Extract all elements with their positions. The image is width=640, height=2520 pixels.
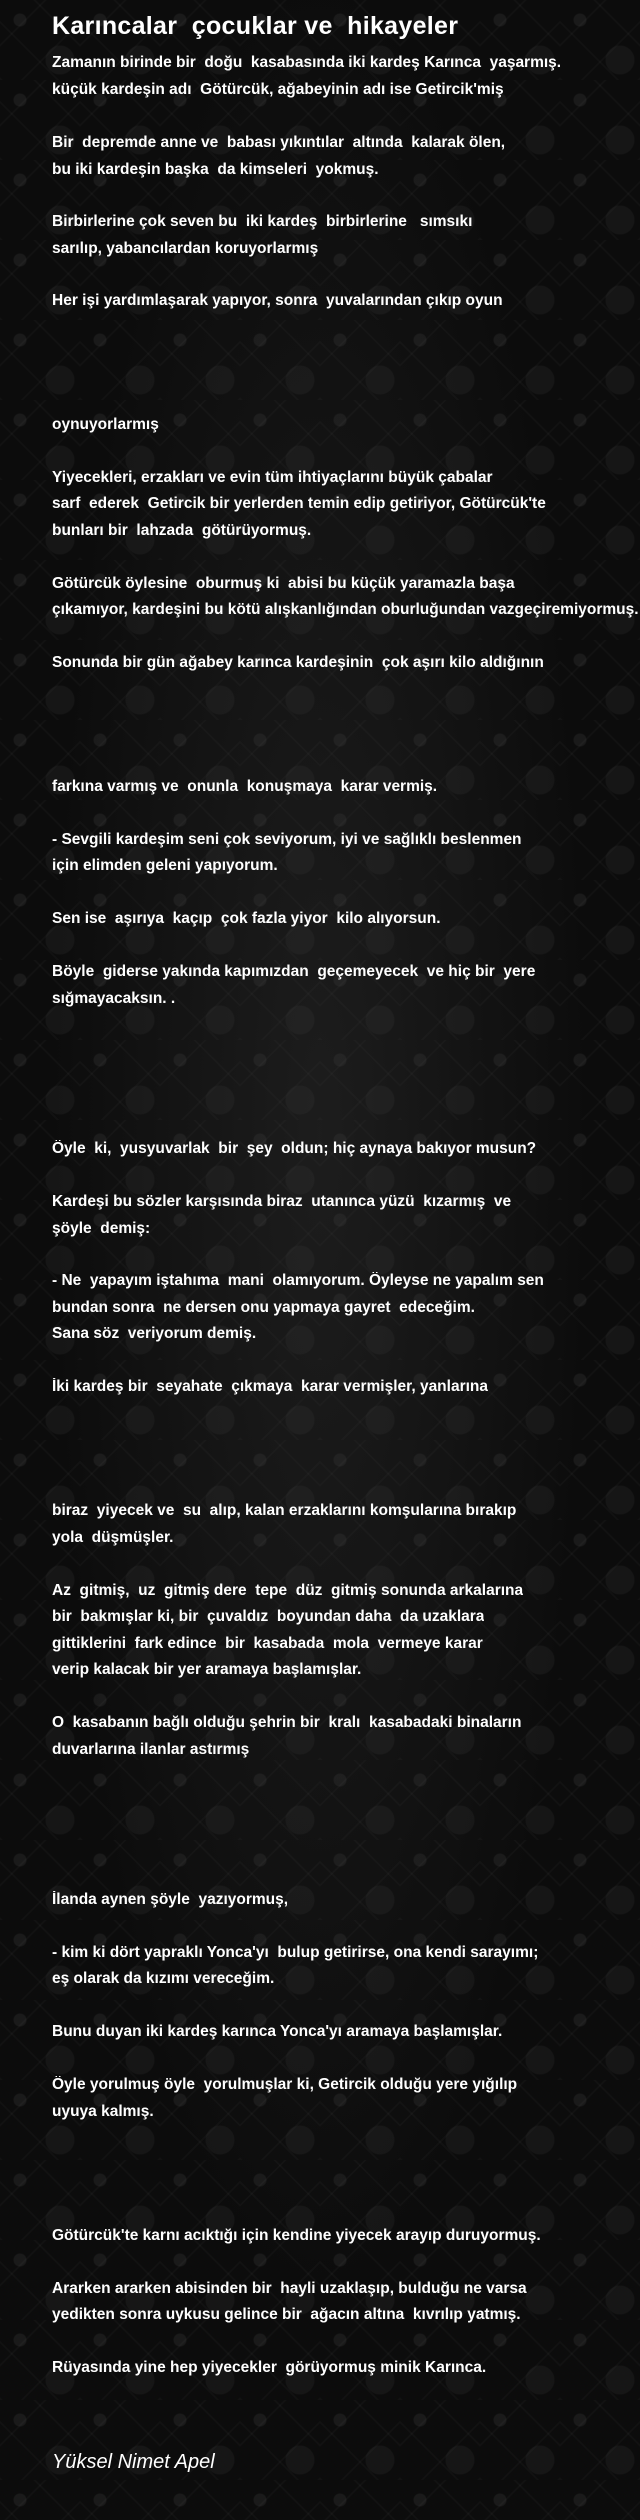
poem-line: sarılıp, yabancılardan koruyorlarmış: [52, 240, 319, 257]
poem-line: sarf ederek Getircik bir yerlerden temin edip getiriyor, Götürcük'te: [52, 495, 546, 512]
poem-line: uyuya kalmış.: [52, 2103, 154, 2120]
poem-line: sığmayacaksın. .: [52, 990, 176, 1007]
poem-line: Öyle yorulmuş öyle yorulmuşlar ki, Getircik olduğu yere yığılıp: [52, 2076, 518, 2093]
poem-line: Öyle ki, yusyuvarlak bir şey oldun; hiç aynaya bakıyor musun?: [52, 1140, 537, 1157]
poem-line: Sana söz veriyorum demiş.: [52, 1325, 257, 1342]
poem-line: - Ne yapayım iştahıma mani olamıyorum. Öyleyse ne yapalım sen: [52, 1272, 544, 1289]
poem-line: için elimden geleni yapıyorum.: [52, 857, 278, 874]
author-name: Yüksel Nimet Apel: [52, 2451, 215, 2473]
poem-line: İlanda aynen şöyle yazıyormuş,: [52, 1891, 289, 1908]
poem-line: Götürcük öylesine oburmuş ki abisi bu küçük yaramazla başa: [52, 575, 515, 592]
poem-line: çıkamıyor, kardeşini bu kötü alışkanlığından oburluğundan vazgeçiremiyormuş.: [52, 601, 639, 618]
poem-line: gittiklerini fark edince bir kasabada mola vermeye karar: [52, 1635, 483, 1652]
poem-line: İki kardeş bir seyahate çıkmaya karar vermişler, yanlarına: [52, 1378, 489, 1395]
poem-line: O kasabanın bağlı olduğu şehrin bir kralı kasabadaki binaların: [52, 1714, 522, 1731]
poem-line: küçük kardeşin adı Götürcük, ağabeyinin adı ise Getircik'miş: [52, 81, 504, 98]
poem-line: Rüyasında yine hep yiyecekler görüyormuş minik Karınca.: [52, 2359, 487, 2376]
poem-line: verip kalacak bir yer aramaya başlamışlar.: [52, 1661, 362, 1678]
poem-line: bu iki kardeşin başka da kimseleri yokmuş.: [52, 161, 379, 178]
poem-line: oynuyorlarmış: [52, 416, 159, 433]
poem-line: şöyle demiş:: [52, 1220, 151, 1237]
poem-line: eş olarak da kızımı vereceğim.: [52, 1970, 275, 1987]
poem-line: Birbirlerine çok seven bu iki kardeş birbirlerine sımsıkı: [52, 213, 473, 230]
poem-line: Götürcük'te karnı acıktığı için kendine yiyecek arayıp duruyormuş.: [52, 2227, 541, 2244]
poem-line: Bunu duyan iki kardeş karınca Yonca'yı aramaya başlamışlar.: [52, 2023, 503, 2040]
poem-line: bundan sonra ne dersen onu yapmaya gayret edeceğim.: [52, 1299, 475, 1316]
poem-line: - Sevgili kardeşim seni çok seviyorum, iyi ve sağlıklı beslenmen: [52, 831, 522, 848]
poem-line: duvarlarına ilanlar astırmış: [52, 1741, 250, 1758]
poem-line: farkına varmış ve onunla konuşmaya karar vermiş.: [52, 778, 438, 795]
poem-title: Karıncalar çocuklar ve hikayeler: [52, 12, 459, 40]
poem-line: Zamanın birinde bir doğu kasabasında iki kardeş Karınca yaşarmış.: [52, 54, 562, 71]
poem-line: yedikten sonra uykusu gelince bir ağacın altına kıvrılıp yatmış.: [52, 2306, 521, 2323]
poem-line: yola düşmüşler.: [52, 1529, 174, 1546]
poem-line: Böyle giderse yakında kapımızdan geçemeyecek ve hiç bir yere: [52, 963, 536, 980]
poem-line: Az gitmiş, uz gitmiş dere tepe düz gitmiş sonunda arkalarına: [52, 1582, 524, 1599]
poem-line: Sen ise aşırıya kaçıp çok fazla yiyor kilo alıyorsun.: [52, 910, 441, 927]
poem-line: Her işi yardımlaşarak yapıyor, sonra yuvalarından çıkıp oyun: [52, 292, 503, 309]
poem-line: Sonunda bir gün ağabey karınca kardeşinin çok aşırı kilo aldığının: [52, 654, 544, 671]
poem-line: biraz yiyecek ve su alıp, kalan erzaklarını komşularına bırakıp: [52, 1502, 517, 1519]
poem-line: Kardeşi bu sözler karşısında biraz utanınca yüzü kızarmış ve: [52, 1193, 512, 1210]
poem-line: Ararken ararken abisinden bir hayli uzaklaşıp, bulduğu ne varsa: [52, 2280, 527, 2297]
poem-line: bir bakmışlar ki, bir çuvaldız boyundan daha da uzaklara: [52, 1608, 485, 1625]
poem-line: bunları bir lahzada götürüyormuş.: [52, 522, 312, 539]
poem-line: - kim ki dört yapraklı Yonca'yı bulup getirirse, ona kendi sarayımı;: [52, 1944, 539, 1961]
poem-line: Bir depremde anne ve babası yıkıntılar altında kalarak ölen,: [52, 134, 506, 151]
poem-line: Yiyecekleri, erzakları ve evin tüm ihtiyaçlarını büyük çabalar: [52, 469, 493, 486]
